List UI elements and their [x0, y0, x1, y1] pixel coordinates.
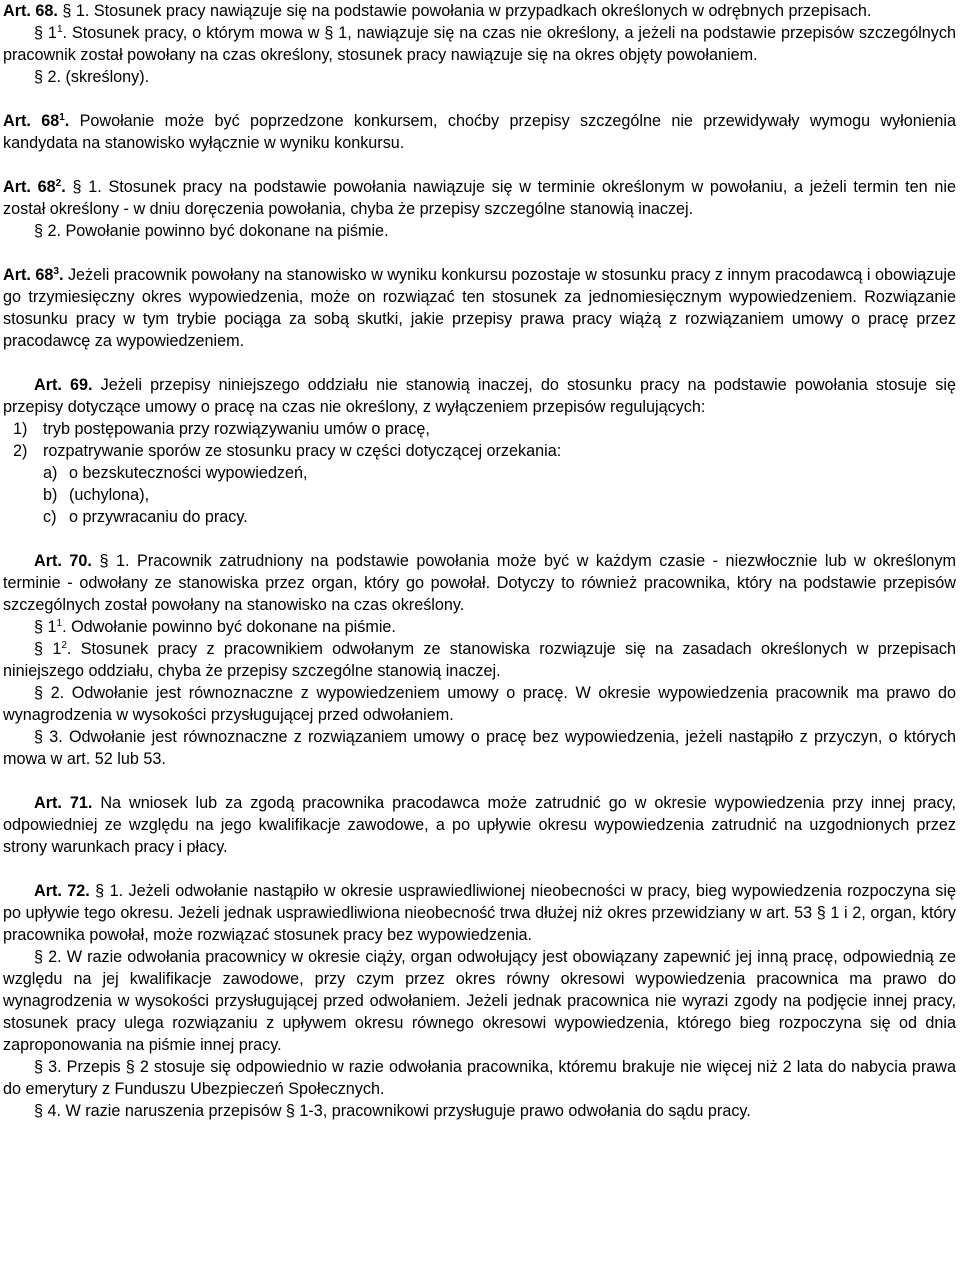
article-72-para-1 — [3, 880, 956, 946]
article-68-2-section-1: § 1. Stosunek pracy na podstawie powołania nawiązuje się w terminie określonym w powołaniu, a jeżeli termin ten nie został określony - w dniu doręczenia powołania, chyba że przepisy szczególne stanowią inaczej. — [3, 178, 956, 218]
article-69-heading: Art. 69. — [34, 376, 93, 394]
sublist-item — [3, 484, 956, 506]
article-69-para — [3, 374, 956, 418]
sublist-letter: b) — [43, 486, 58, 504]
article-68-para-1-1 — [3, 22, 956, 66]
list-number: 2) — [13, 442, 28, 460]
superscript: 1 — [56, 24, 63, 35]
article-69-list — [3, 418, 956, 528]
article-68-para-1 — [3, 0, 956, 22]
article-72-section-1: § 1. Jeżeli odwołanie nastąpiło w okresie usprawiedliwionej nieobecności w pracy, bieg wypowiedzenia rozpoczyna się po upływie tego okresu. Jeżeli jednak usprawiedliwiona nieobecność trwa dłużej niż okres przewidziany w art. 53 § 1 i 2, organ, który pracownika powołał, może rozwiązać stosunek pracy bez wypowiedzenia. — [3, 882, 956, 944]
article-68-3-text: Jeżeli pracownik powołany na stanowisko w wyniku konkursu pozostaje w stosunku pracy z innym pracodawcą i obowiązuje go trzymiesięczny okres wypowiedzenia, może on rozwiązać ten stosunek za jednomiesięcznym wypowiedzeniem. Rozwiązanie stosunku pracy w tym trybie pociąga za sobą skutki, jakie przepisy prawa pracy wiążą z rozwiązaniem umowy o pracę przez pracodawcę za wypowiedzeniem. — [3, 266, 957, 350]
sublist-text: o bezskuteczności wypowiedzeń, — [69, 464, 308, 482]
article-70-para-1 — [3, 550, 956, 616]
article-70-section-1-2: . Stosunek pracy z pracownikiem odwołanym ze stanowiska rozwiązuje się na zasadach określonych w przepisach niniejszego oddziału, chyba że przepisy szczególne stanowią inaczej. — [3, 640, 956, 680]
article-72-section-4: § 4. W razie naruszenia przepisów § 1-3, pracownikowi przysługuje prawo odwołania do sądu pracy. — [34, 1102, 751, 1120]
section-mark: § 1 — [34, 24, 57, 42]
article-68-section-1: § 1. Stosunek pracy nawiązuje się na podstawie powołania w przypadkach określonych w odrębnych przepisach. — [62, 2, 872, 20]
list-text: rozpatrywanie sporów ze stosunku pracy w części dotyczącej orzekania: — [43, 442, 562, 460]
article-72-section-2: § 2. W razie odwołania pracownicy w okresie ciąży, organ odwołujący jest obowiązany zapewnić jej inną pracę, odpowiednią ze względu na jej kwalifikacje zawodowe, przy czym przez okres równy okresowi wypowiedzenia pracownica ma prawo do wynagrodzenia w wysokości przysługującej przed odwołaniem. Jeżeli jednak pracownica nie wyrazi zgody na podjęcie innej pracy, stosunek pracy ulega rozwiązaniu z upływem okresu równego okresowi wypowiedzenia, którego bieg rozpoczyna się od dnia zaproponowania na piśmie innej pracy. — [3, 948, 956, 1054]
article-68-section-2: § 2. (skreślony). — [34, 68, 150, 86]
article-68-heading: Art. 68. — [3, 2, 58, 20]
article-70-section-2: § 2. Odwołanie jest równoznaczne z wypowiedzeniem umowy o pracę. W okresie wypowiedzenia pracownik ma prawo do wynagrodzenia w wysokości przysługującej przed odwołaniem. — [3, 684, 956, 724]
sublist-text: o przywracaniu do pracy. — [69, 508, 248, 526]
list-number: 1) — [13, 420, 28, 438]
article-72-section-3: § 3. Przepis § 2 stosuje się odpowiednio w razie odwołania pracownika, któremu brakuje nie więcej niż 2 lata do nabycia prawa do emerytury z Funduszu Ubezpieczeń Społecznych. — [3, 1058, 956, 1098]
sublist-letter: a) — [43, 464, 58, 482]
section-mark: § 1 — [34, 618, 57, 636]
article-72-heading: Art. 72. — [34, 882, 90, 900]
article-68-2-heading: Art. $68^2$. — [3, 178, 66, 196]
article-68-1-text: Powołanie może być poprzedzone konkursem, choćby przepisy szczególne nie przewidywały wymogu wyłonienia kandydata na stanowisko wyłącznie w wyniku konkursu. — [3, 112, 956, 152]
article-68-1-heading: Art. $68^1$. — [3, 112, 70, 130]
article-68-2 — [3, 176, 956, 242]
superscript: 1 — [56, 618, 63, 629]
article-68-3-heading: Art. $68^3$. — [3, 266, 64, 284]
article-71-para — [3, 792, 956, 858]
list-text: tryb postępowania przy rozwiązywaniu umów o pracę, — [43, 420, 430, 438]
article-68-1-para — [3, 110, 956, 154]
article-68 — [3, 0, 956, 88]
article-68-3 — [3, 264, 956, 352]
article-71-text: Na wniosek lub za zgodą pracownika pracodawca może zatrudnić go w okresie wypowiedzenia przy innej pracy, odpowiedniej ze względu na jego kwalifikacje zawodowe, a po upływie okresu wypowiedzenia zatrudnić na uzgodnionych przez strony warunkach pracy i płacy. — [3, 794, 956, 856]
superscript: 2 — [61, 640, 67, 651]
sublist-item — [3, 506, 956, 528]
article-70-section-1-1: . Odwołanie powinno być dokonane na piśmie. — [62, 618, 396, 636]
article-71 — [3, 792, 956, 858]
article-68-3-para — [3, 264, 956, 352]
article-72 — [3, 880, 956, 1122]
list-item — [3, 418, 956, 440]
article-69-text: Jeżeli przepisy niniejszego oddziału nie stanowią inaczej, do stosunku pracy na podstawie powołania stosuje się przepisy dotyczące umowy o pracę na czas nie określony, z wyłączeniem przepisów regulujących: — [3, 376, 956, 416]
article-70-section-3: § 3. Odwołanie jest równoznaczne z rozwiązaniem umowy o pracę bez wypowiedzenia, jeżeli nastąpiło z przyczyn, o których mowa w art. 52 lub 53. — [3, 728, 956, 768]
article-70-section-1: § 1. Pracownik zatrudniony na podstawie powołania może być w każdym czasie - niezwłocznie lub w określonym terminie - odwołany ze stanowiska przez organ, który go powołał. Dotyczy to również pracownika, który na podstawie przepisów szczególnych został powołany na stanowisko na czas określony. — [3, 552, 956, 614]
article-68-2-section-2: § 2. Powołanie powinno być dokonane na piśmie. — [34, 222, 389, 240]
article-69 — [3, 374, 956, 528]
article-71-heading: Art. 71. — [34, 794, 93, 812]
sublist-text: (uchylona), — [69, 486, 150, 504]
article-69-sublist — [3, 462, 956, 528]
article-70-para-1-2 — [3, 638, 956, 682]
article-70-heading: Art. 70. — [34, 552, 92, 570]
article-68-section-1-1: . Stosunek pracy, o którym mowa w § 1, nawiązuje się na czas nie określony, a jeżeli na podstawie przepisów szczególnych pracownik został powołany na czas określony, stosunek pracy nawiązuje się na okres objęty powołaniem. — [3, 24, 956, 64]
article-68-2-para-1 — [3, 176, 956, 220]
article-68-1 — [3, 110, 956, 154]
sublist-item — [3, 462, 956, 484]
sublist-letter: c) — [43, 508, 57, 526]
list-item — [3, 440, 956, 528]
article-70 — [3, 550, 956, 770]
article-70-para-1-1 — [3, 616, 956, 638]
section-mark: § 1 — [34, 640, 62, 658]
